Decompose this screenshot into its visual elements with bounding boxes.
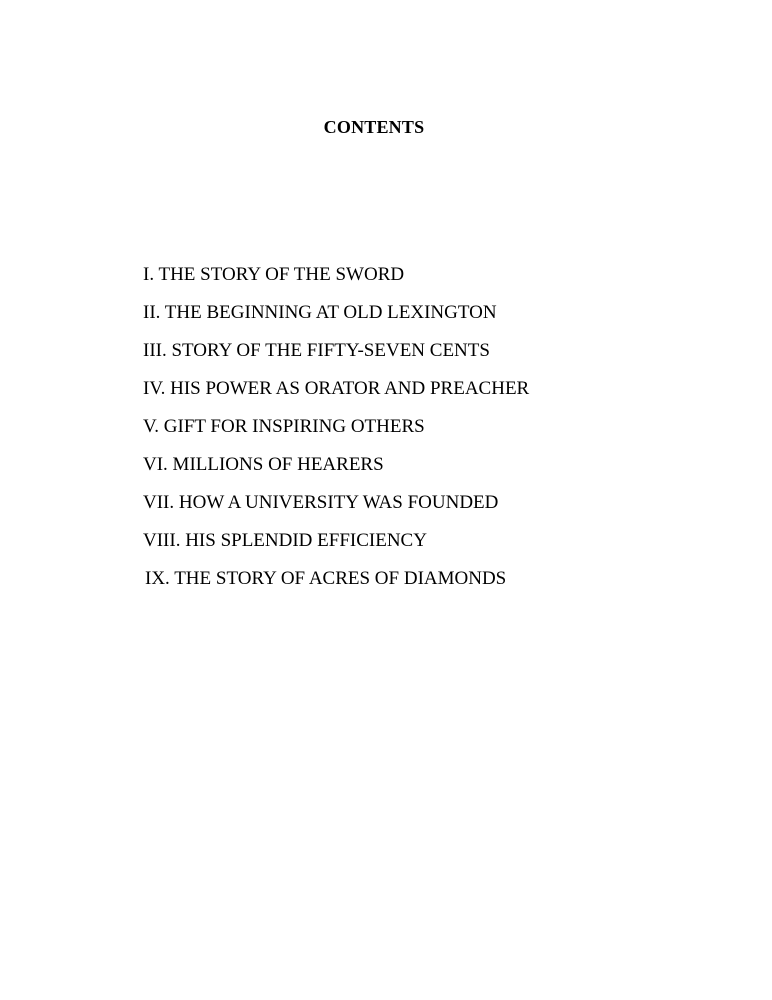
toc-entry-7: VII. HOW A UNIVERSITY WAS FOUNDED: [143, 492, 499, 513]
toc-entry-6: VI. MILLIONS OF HEARERS: [143, 454, 384, 475]
toc-entry-9: IX. THE STORY OF ACRES OF DIAMONDS: [145, 568, 507, 589]
toc-entry-1: I. THE STORY OF THE SWORD: [143, 264, 405, 285]
page-title: CONTENTS: [323, 117, 425, 137]
toc-entry-3: III. STORY OF THE FIFTY-SEVEN CENTS: [143, 340, 490, 361]
toc-entry-4: IV. HIS POWER AS ORATOR AND PREACHER: [143, 378, 530, 399]
toc-entry-8: VIII. HIS SPLENDID EFFICIENCY: [143, 530, 427, 551]
toc-entry-2: II. THE BEGINNING AT OLD LEXINGTON: [143, 302, 497, 323]
table-of-contents: [143, 256, 529, 598]
toc-entry-5: V. GIFT FOR INSPIRING OTHERS: [143, 416, 425, 437]
